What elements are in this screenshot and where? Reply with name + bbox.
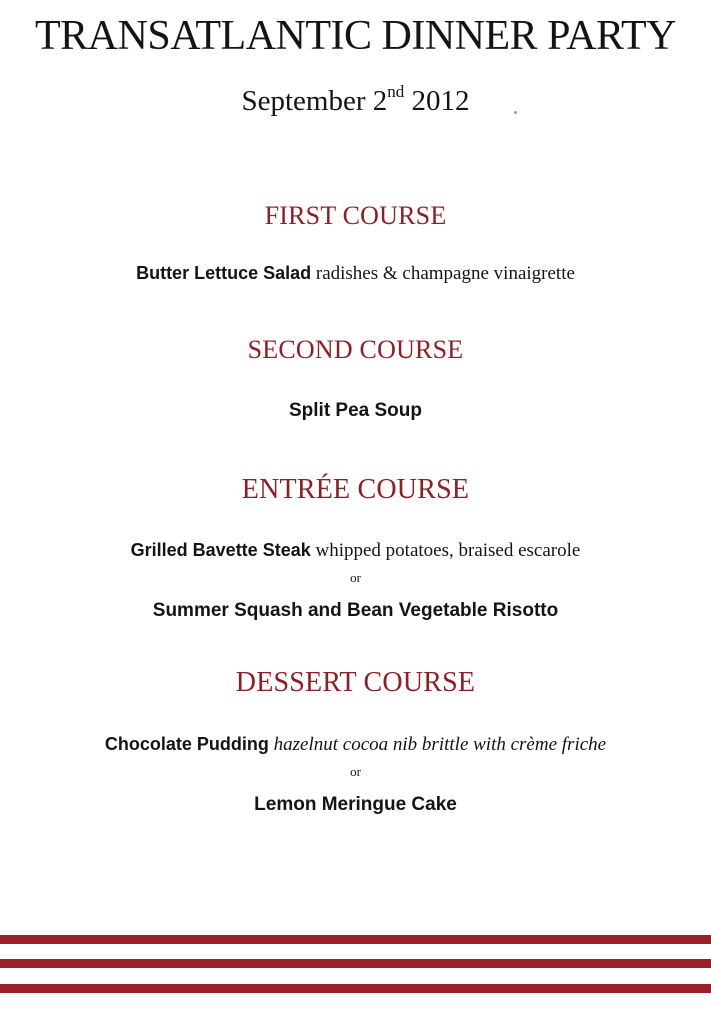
first-course-heading: FIRST COURSE: [264, 201, 447, 230]
dish-description: hazelnut cocoa nib brittle with crème friche: [268, 734, 607, 755]
date-prefix: September 2: [241, 85, 388, 117]
page-title: TRANSATLANTIC DINNER PARTY: [35, 13, 676, 59]
entree-course-heading: ENTRÉE COURSE: [241, 474, 470, 505]
dessert-course-dish: [0, 792, 711, 817]
dish-description: whipped potatoes, braised escarole: [310, 540, 581, 561]
dish-name: Summer Squash and Bean Vegetable Risotto: [152, 600, 559, 621]
entree-course-dish: [0, 538, 711, 563]
second-course-heading: SECOND COURSE: [247, 335, 464, 364]
or-separator: or: [350, 570, 361, 585]
dessert-course-heading: DESSERT COURSE: [235, 667, 476, 698]
event-date: [0, 84, 711, 118]
or-separator: or: [350, 764, 361, 779]
decorative-stripe: [0, 959, 711, 968]
second-course-dish: [0, 398, 711, 423]
dish-name: Grilled Bavette Steak: [130, 540, 311, 560]
entree-course-dish: [0, 598, 711, 623]
date-ordinal-suffix: nd: [387, 82, 405, 102]
scan-speck: [514, 111, 517, 114]
decorative-stripe: [0, 935, 711, 944]
decorative-stripe: [0, 984, 711, 993]
date-year: 2012: [404, 85, 470, 117]
dish-name: Split Pea Soup: [288, 400, 423, 421]
dish-name: Lemon Meringue Cake: [254, 794, 457, 815]
dish-name: Chocolate Pudding: [104, 734, 269, 754]
dessert-course-dish: [0, 732, 711, 757]
first-course-dish: [0, 261, 711, 286]
dish-description: radishes & champagne vinaigrette: [311, 263, 575, 284]
dish-name: Butter Lettuce Salad: [136, 263, 312, 283]
